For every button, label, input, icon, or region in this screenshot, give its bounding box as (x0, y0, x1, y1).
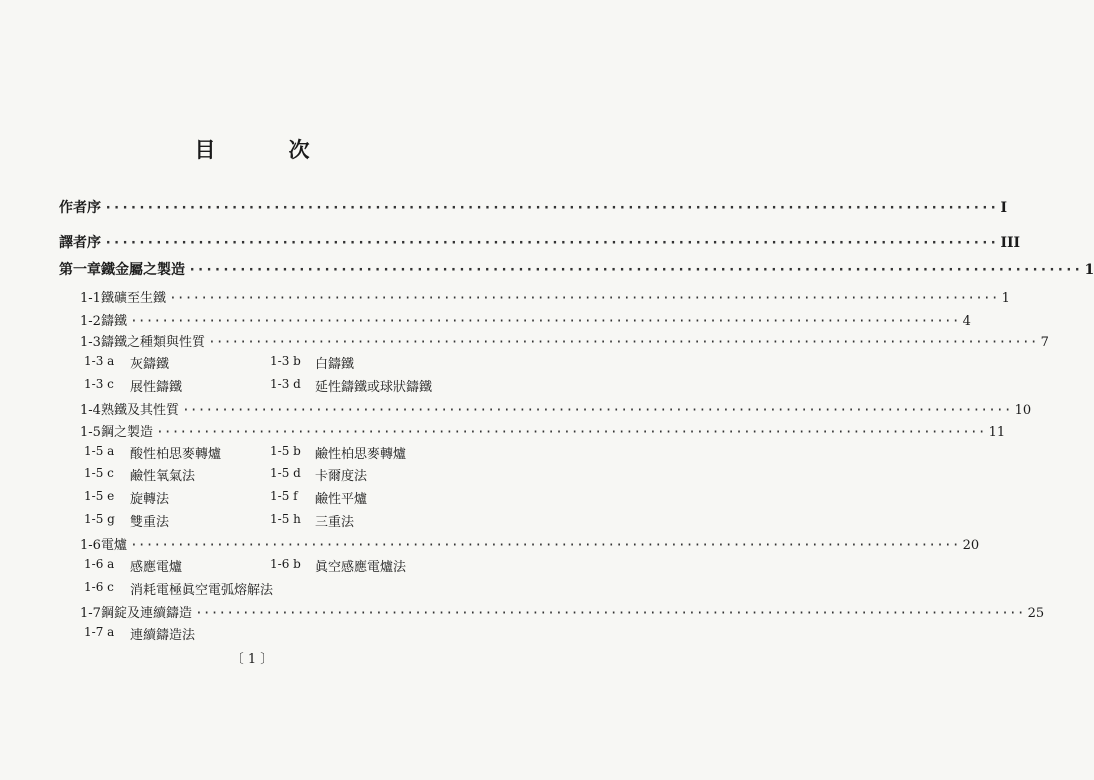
subsection-label: 卡爾度法 (315, 469, 368, 484)
dot-leader: ·········································································································· (168, 291, 999, 306)
subsection-label: 展性鑄鐵 (130, 380, 183, 395)
subsection-number: 1-3 a (84, 354, 115, 368)
subsection-label: 雙重法 (130, 515, 170, 530)
dot-leader: ·········································································································· (104, 200, 998, 216)
subsection-label: 感應電爐 (130, 560, 183, 575)
section-number: 1-3 (80, 335, 101, 350)
section-number: 1-1 (80, 291, 101, 306)
entry-page: 1 (1084, 262, 1094, 278)
subsection-label: 眞空感應電爐法 (315, 560, 407, 575)
page-title: 目 次 (194, 137, 336, 162)
dot-leader: ·········································································································· (129, 314, 960, 329)
entry-page: I (1000, 200, 1008, 216)
dot-leader: ·········································································································· (194, 606, 1025, 621)
toc-entry-1-6 (80, 534, 980, 553)
subsection-number: 1-5 b (270, 444, 301, 458)
subsection-number: 1-3 d (270, 377, 301, 391)
section-label: 鋼錠及連續鑄造 (100, 606, 192, 621)
section-number: 1-2 (80, 314, 101, 329)
section-number: 1-7 (80, 606, 101, 621)
subsection-number: 1-6 c (84, 580, 114, 594)
section-number: 1-4 (80, 403, 101, 418)
entry-page: 4 (962, 314, 971, 329)
section-label: 鋼之製造 (100, 425, 153, 440)
toc-entry-1-3 (80, 331, 1049, 350)
subsection-label: 酸性柏思麥轉爐 (130, 447, 222, 462)
subsection-number: 1-6 b (270, 557, 301, 571)
subsection-number: 1-3 b (270, 354, 301, 368)
subsection-number: 1-5 e (84, 489, 115, 503)
subsection-label: 三重法 (315, 515, 355, 530)
entry-label: 作者序 (59, 200, 101, 216)
entry-page: 1 (1001, 291, 1010, 306)
dot-leader: ·········································································································· (104, 235, 998, 251)
subsection-label: 延性鑄鐵或球狀鑄鐵 (315, 380, 433, 395)
subsection-label: 連續鑄造法 (130, 628, 196, 643)
subsection-label: 鹼性氧氣法 (130, 469, 196, 484)
dot-leader: ·········································································································· (129, 538, 960, 553)
toc-entry-chapter-1 (59, 259, 1094, 279)
entry-page: 7 (1040, 335, 1049, 350)
dot-leader: ·········································································································· (188, 262, 1082, 278)
subsection-number: 1-6 a (84, 557, 115, 571)
toc-entry-1-1 (80, 287, 1010, 306)
chapter-label: 鐵金屬之製造 (101, 262, 185, 278)
section-label: 鑄鐵之種類與性質 (100, 335, 205, 350)
section-number: 1-6 (80, 538, 101, 553)
section-label: 熟鐵及其性質 (100, 403, 179, 418)
dot-leader: ·········································································································· (181, 403, 1012, 418)
subsection-label: 鹼性柏思麥轉爐 (315, 447, 407, 462)
subsection-label: 旋轉法 (130, 492, 170, 507)
section-label: 電爐 (100, 538, 127, 553)
entry-page: III (1000, 235, 1021, 251)
entry-label: 譯者序 (59, 235, 101, 251)
subsection-number: 1-5 a (84, 444, 115, 458)
entry-page: 25 (1027, 606, 1045, 621)
toc-entry-1-7 (80, 602, 1045, 621)
toc-entry-1-2 (80, 310, 971, 329)
toc-entry-1-5 (80, 421, 1006, 440)
subsection-label: 灰鑄鐵 (130, 357, 170, 372)
dot-leader: ·········································································································· (207, 335, 1038, 350)
section-label: 鑄鐵 (100, 314, 127, 329)
subsection-number: 1-5 f (270, 489, 298, 503)
chapter-number: 第一章 (59, 262, 101, 278)
section-number: 1-5 (80, 425, 101, 440)
subsection-label: 白鑄鐵 (315, 357, 355, 372)
subsection-number: 1-3 c (84, 377, 114, 391)
subsection-number: 1-7 a (84, 625, 115, 639)
subsection-number: 1-5 g (84, 512, 115, 526)
entry-page: 10 (1014, 403, 1032, 418)
entry-page: 11 (988, 425, 1006, 440)
subsection-label: 鹼性平爐 (315, 492, 368, 507)
page-number: 〔 1 〕 (230, 652, 274, 667)
dot-leader: ·········································································································· (155, 425, 986, 440)
subsection-number: 1-5 d (270, 466, 301, 480)
toc-entry-1-4 (80, 399, 1032, 418)
subsection-number: 1-5 c (84, 466, 114, 480)
subsection-number: 1-5 h (270, 512, 301, 526)
entry-page: 20 (962, 538, 980, 553)
toc-entry-author-preface (59, 197, 1008, 217)
toc-entry-translator-preface (59, 232, 1021, 252)
section-label: 鐵礦至生鐵 (100, 291, 166, 306)
subsection-label: 消耗電極眞空電弧熔解法 (130, 583, 274, 598)
